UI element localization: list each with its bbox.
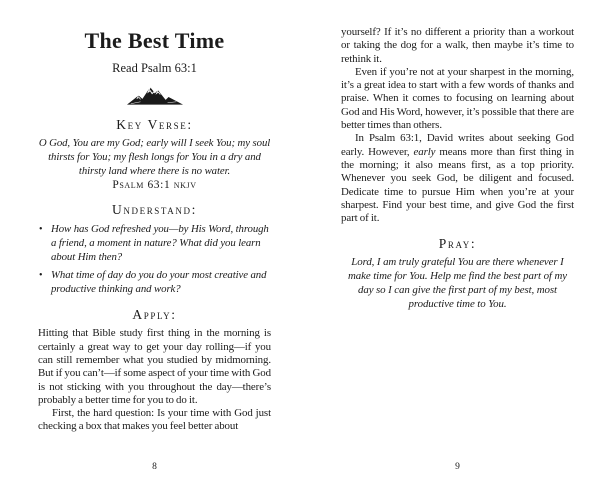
- page-number-right: 9: [455, 462, 460, 472]
- prayer-text: Lord, I am truly grateful You are there whenever I make time for You. Help me find the best part of my day so I can give the first part of my best, most productive time to You.: [348, 256, 567, 310]
- key-verse-reference: Psalm 63:1 nkjv: [112, 179, 197, 192]
- read-reference: Read Psalm 63:1: [112, 61, 197, 75]
- left-page: [38, 0, 271, 486]
- body-paragraph: First, the hard question: Is your time with God just checking a box that makes you feel better about: [38, 407, 271, 433]
- bullet-item: [38, 269, 271, 296]
- apply-heading: Apply:: [132, 307, 177, 323]
- paragraph-text: In Psalm 63:1, David writes about seeking God early. However,: [341, 132, 574, 158]
- right-page: [341, 0, 574, 486]
- page-number-left: 8: [152, 462, 157, 472]
- body-paragraph: Even if you’re not at your sharpest in the morning, it’s a great idea to start with a few words of thanks and praise. When it comes to focusing on learning about God and His Word, however, it’s possible that there are better times than others.: [341, 65, 574, 132]
- understand-bullet-list: [38, 223, 271, 296]
- body-paragraph: [341, 132, 574, 225]
- bullet-text: How has God refreshed you—by His Word, through a friend, a moment in nature? What did you learn about Him then?: [51, 223, 269, 263]
- body-paragraph: Hitting that Bible study first thing in the morning is certainly a great way to get your day rolling—if you can still remember what you studied by midmorning. But if you can’t—if some aspect of your time with God is not sticking with you throughout the day—there’s probably a better time for you to do it.: [38, 327, 271, 406]
- body-paragraph: yourself? If it’s no different a priority than a workout or taking the dog for a walk, then maybe it’s time to rethink it.: [341, 26, 574, 65]
- right-page-text-flow: [341, 0, 574, 312]
- bullet-dot: •: [39, 270, 43, 282]
- understand-heading: Understand:: [112, 202, 197, 218]
- key-verse-heading: Key Verse:: [116, 117, 193, 132]
- pray-heading: Pray:: [438, 236, 477, 252]
- bullet-dot: •: [39, 224, 43, 236]
- paragraph-text: means more than first thing in the morning; it also means first, as a top priority. Whenever you seek God, be diligent and focused. Dedicate time to pursue Him when you’re at your sharpest. Find your best time, and give God the first part of it.: [341, 145, 574, 225]
- chapter-title: The Best Time: [84, 28, 225, 53]
- emphasized-word: early: [413, 145, 436, 158]
- bullet-item: [38, 223, 271, 264]
- mountain-range-icon: [38, 85, 271, 106]
- key-verse-text: O God, You are my God; early will I seek You; my soul thirsts for You; my flesh longs for You in a dry and thirsty land where there is no water.: [38, 137, 271, 177]
- bullet-text: What time of day do you do your most creative and productive thinking and work?: [51, 269, 267, 295]
